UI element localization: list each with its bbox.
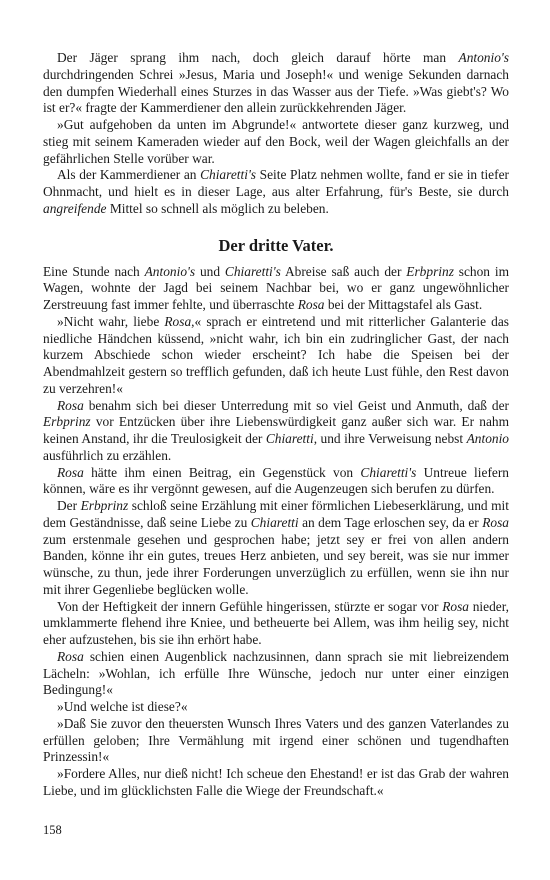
section-1 bbox=[43, 50, 509, 218]
paragraph: Als der Kammerdiener an Chiaretti's Seite Platz nehmen wollte, fand er sie in tiefer Ohnmacht, und hielt es in dieser Lage, aus alter Erfahrung, für's Beste, sie durch angreifende Mittel so schnell als möglich zu beleben. bbox=[43, 167, 509, 216]
paragraph: Rosa schien einen Augenblick nachzusinnen, dann sprach sie mit liebreizendem Lächeln: »Wohlan, ich erfülle Ihre Wünsche, jedoch nur unter einer einzigen Bedingung!« bbox=[43, 648, 509, 698]
page-body bbox=[43, 50, 509, 800]
paragraph: Rosa benahm sich bei dieser Unterredung mit so viel Geist und Anmuth, daß der Erbprinz vor Entzücken über ihre Liebenswürdigkeit ganz außer sich war. Er nahm keinen Anstand, ihr die Treulosigkeit der Chiaretti, und ihre Verweisung nebst Antonio ausführlich zu erzählen. bbox=[43, 397, 509, 463]
paragraph: »Gut aufgehoben da unten im Abgrunde!« antwortete dieser ganz kurzweg, und stieg mit seinem Kameraden wieder auf den Bock, weil der Wagen gleichfalls an der gefährlichen Stelle vorüber war. bbox=[43, 117, 509, 166]
chapter-title: Der dritte Vater. bbox=[218, 235, 334, 255]
paragraph: »Daß Sie zuvor den theuersten Wunsch Ihres Vaters und des ganzen Vaterlandes zu erfüllen geloben; Ihre Vermählung mit irgend einer schönen und tugendhaften Prinzessin!« bbox=[43, 715, 509, 765]
paragraph: Der Jäger sprang ihm nach, doch gleich darauf hörte man Antonio's durchdringenden Schrei »Jesus, Maria und Joseph!« und wenige Sekunden darnach den dumpfen Wiederhall eines Sturzes in das Wasser aus der Tiefe. »Was giebt's? Wo ist er?« fragte der Kammerdiener den allein zurückkehrenden Jäger. bbox=[43, 50, 509, 116]
paragraph: Von der Heftigkeit der innern Gefühle hingerissen, stürzte er sogar vor Rosa nieder, umklammerte flehend ihre Kniee, und betheuerte bei Allem, was ihm heilig sey, nicht eher aufzustehen, bis sie ihn erhört habe. bbox=[43, 598, 509, 647]
section-2 bbox=[43, 264, 509, 800]
paragraph: »Nicht wahr, liebe Rosa,« sprach er eintretend und mit ritterlicher Galanterie das niedliche Händchen küssend, »nicht wahr, ich bin ein zudringlicher Gast, der nach kurzem Abschiede schon wieder erscheint? Ich habe die Speisen bei der Abendmahlzeit gestern so trefflich gefunden, daß ich heute Lust fühle, den Rest davon zu verzehren!« bbox=[43, 313, 509, 396]
paragraph: Rosa hätte ihm einen Beitrag, ein Gegenstück von Chiaretti's Untreue liefern können, wäre es ihr vergönnt gewesen, auf die Augenzeugen sich berufen zu dürfen. bbox=[43, 464, 509, 497]
paragraph: Der Erbprinz schloß seine Erzählung mit einer förmlichen Liebeserklärung, und mit dem Geständnisse, daß seine Liebe zu Chiaretti an dem Tage erloschen sey, da er Rosa zum erstenmale gesehen und gesprochen habe; jetzt sey er frei von allen andern Banden, könne ihr ein gutes, treues Herz anbieten, und sey bereit, was sie nur immer wünsche, zu thun, jede ihrer Forderungen unverzüglich zu erfüllen, wenn sie ihn nur mit ihrer Gegenliebe beglücken wolle. bbox=[43, 498, 509, 597]
paragraph: »Und welche ist diese?« bbox=[57, 699, 188, 714]
page-number: 158 bbox=[43, 823, 62, 837]
paragraph: »Fordere Alles, nur dieß nicht! Ich scheue den Ehestand! er ist das Grab der wahren Liebe, und im glücklichsten Falle die Wiege der Freundschaft.« bbox=[43, 766, 509, 798]
paragraph: Eine Stunde nach Antonio's und Chiaretti's Abreise saß auch der Erbprinz schon im Wagen, wohnte der Jagd bei seinem Nachbar bei, wo er ganz ungewöhnlicher Zerstreuung fast immer fehlte, und überraschte Rosa bei der Mittagstafel als Gast. bbox=[43, 263, 510, 312]
